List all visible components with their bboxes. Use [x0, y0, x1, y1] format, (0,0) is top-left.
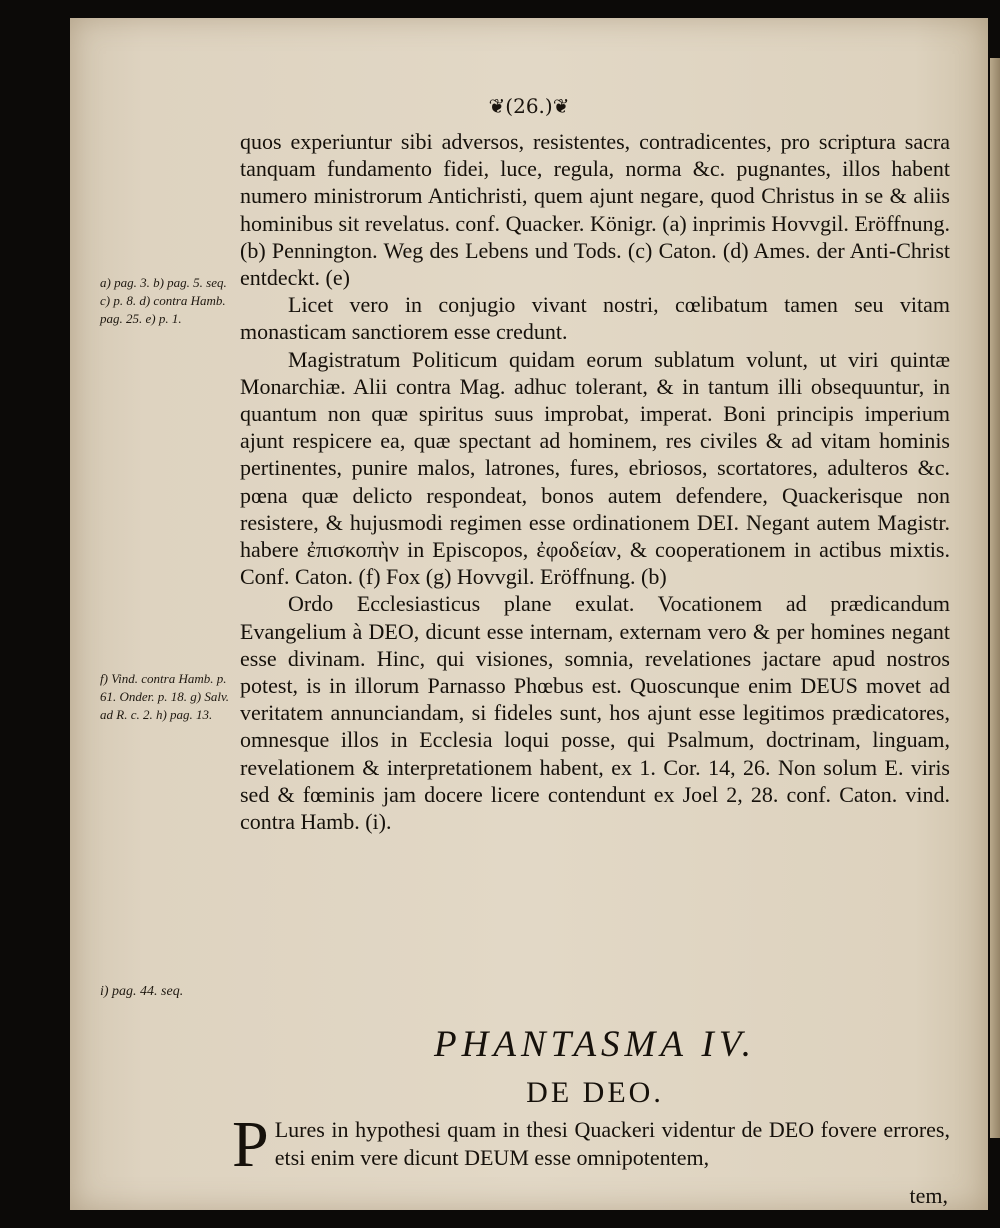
- drop-capital: P: [232, 1108, 269, 1181]
- book-page: [70, 18, 988, 1210]
- paragraph-2: Licet vero in conjugio vivant nostri, cœlibatum tamen seu vitam monasticam sanctiorem esse credunt.: [240, 292, 950, 345]
- page-edge: [990, 58, 1000, 1138]
- catchword: tem,: [909, 1183, 948, 1208]
- final-paragraph-text: Lures in hypothesi quam in thesi Quackeri videntur de DEO fovere errores, etsi enim vere dicunt DEUM esse omnipotentem,: [274, 1117, 950, 1170]
- marginal-note-1: a) pag. 3. b) pag. 5. seq. c) p. 8. d) contra Hamb. pag. 25. e) p. 1.: [100, 275, 227, 326]
- marginal-note-2: f) Vind. contra Hamb. p. 61. Onder. p. 18. g) Salv. ad R. c. 2. h) pag. 13.: [100, 671, 230, 722]
- section-subtitle: DE DEO.: [526, 1076, 664, 1109]
- page-header: ❦(26.)❦: [488, 94, 570, 118]
- section-title: PHANTASMA IV.: [434, 1024, 756, 1065]
- paragraph-1: quos experiuntur sibi adversos, resistentes, contradicentes, pro scriptura sacra tanquam fundamento fidei, luce, regula, norma &c. pugnantes, illos habent numero ministrorum Antichristi, quem ajunt negare, quod Christus in se & aliis hominibus sit revelatus. conf. Quacker. Königr. (a) inprimis Hovvgil. Eröffnung. (b) Pennington. Weg des Lebens und Tods. (c) Caton. (d) Ames. der Anti-Christ entdeckt. (e): [240, 129, 950, 291]
- final-paragraph: [232, 1108, 950, 1181]
- marginal-note-3: i) pag. 44. seq.: [100, 984, 184, 999]
- paragraph-4: Ordo Ecclesiasticus plane exulat. Vocationem ad prædicandum Evangelium à DEO, dicunt esse internam, externam vero & per homines negant esse divinam. Hinc, qui visiones, somnia, revelationes jactare apud nostros potest, is in illorum Parnasso Phœbus est. Quoscunque enim DEUS movet ad veritatem annunciandam, si fideles sunt, hos ajunt esse legitimos prædicatores, omnesque illos in Ecclesia loqui posse, qui Psalmum, doctrinam, linguam, revelationem & interpretationem habent, ex 1. Cor. 14, 26. Non solum E. viris sed & fœminis jam docere licere contendunt ex Joel 2, 28. conf. Caton. vind. contra Hamb. (i).: [240, 591, 950, 835]
- main-text: [240, 128, 950, 835]
- paragraph-3: Magistratum Politicum quidam eorum sublatum volunt, ut viri quintæ Monarchiæ. Alii contra Mag. adhuc tolerant, & in tantum illi obsequuntur, in quantum non quæ spiritus suus improbat, imperat. Boni principis imperium ajunt respicere ea, quæ spectant ad hominem, res civiles & ad vitam hominis pertinentes, punire malos, latrones, fures, ebriosos, scortatores, adulteros &c. pœna quæ delicto respondeat, bonos autem defendere, Quackerisque non resistere, & hujusmodi regimen esse ordinationem DEI. Negant autem Magistr. habere ἐπισκοπὴν in Episcopos, ἐφοδείαν, & cooperationem in actibus mixtis. Conf. Caton. (f) Fox (g) Hovvgil. Eröffnung. (b): [240, 346, 950, 590]
